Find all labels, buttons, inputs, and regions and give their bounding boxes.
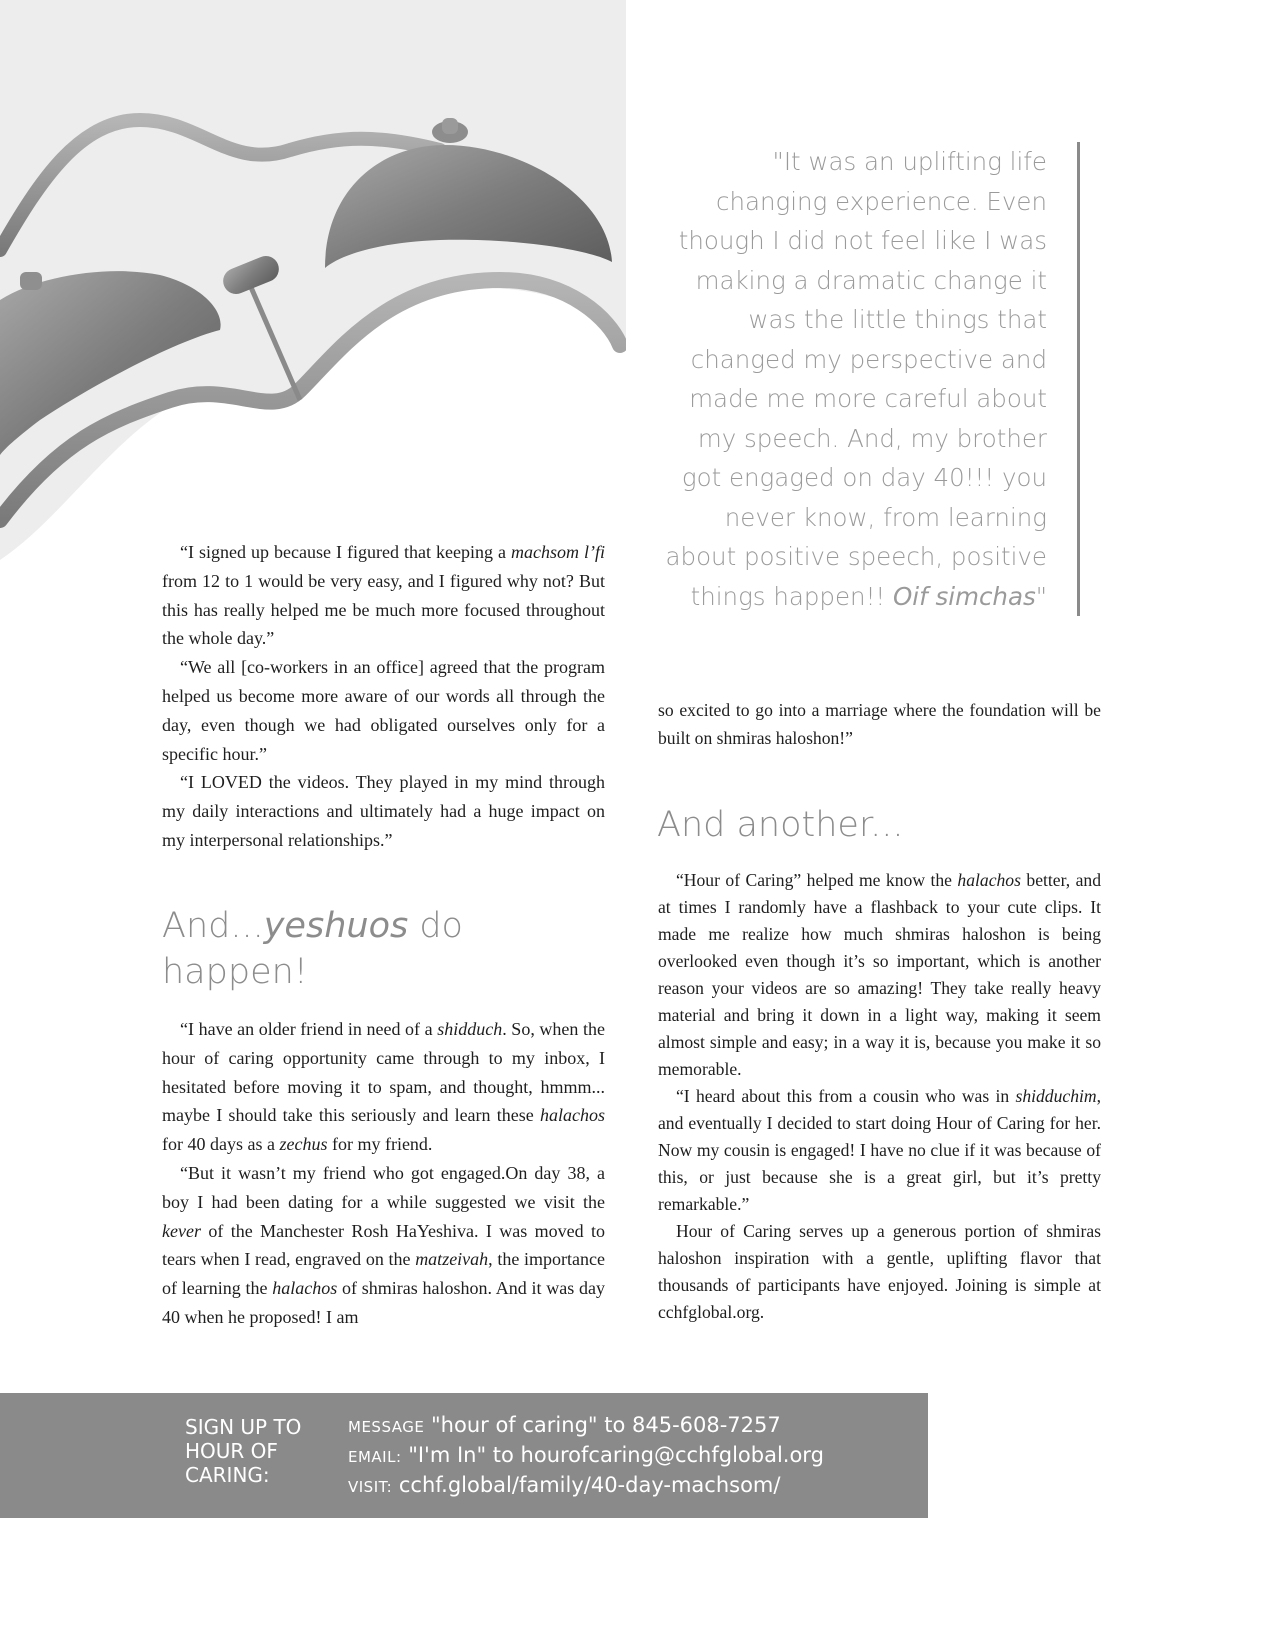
text-run: “Hour of Caring” helped me know the [676, 870, 958, 890]
text-run: better, and at times I randomly have a flashback to your cute clips. It made me realize how much shmiras haloshon is being overlooked even though it’s so important, which is another reason your videos are so amazing! They take really heavy material and bring it down in a light way, making it seem almost simple and easy; in a way it is, because you make it so memorable. [658, 870, 1101, 1079]
italic-run: shidduch [437, 1019, 503, 1039]
left-column-intro [162, 538, 605, 855]
section-heading-another: And another... [657, 805, 904, 845]
text-run: “But it wasn’t my friend who got engaged.On day 38, a boy I had been dating for a while suggested we visit the [162, 1162, 605, 1212]
left-column-story [162, 1015, 605, 1332]
text-run: “I heard about this from a cousin who was in [676, 1086, 1016, 1106]
heading-run: do happen! [162, 906, 463, 992]
text-run: “I signed up because I figured that keeping a [180, 542, 511, 562]
text-run: for 40 days as a [162, 1134, 280, 1155]
message-value: "hour of caring" to 845-608-7257 [424, 1413, 781, 1437]
visit-label: VISIT: [348, 1478, 393, 1496]
italic-run: halachos [540, 1105, 605, 1126]
email-value[interactable]: "I'm In" to hourofcaring@cchfglobal.org [401, 1443, 824, 1467]
text-run: from 12 to 1 would be very easy, and I figured why not? But this has really helped me be much more focused throughout the whole day.” [162, 570, 605, 649]
pull-quote-emphasis: Oif simchas [893, 581, 1036, 611]
testimonial-paragraph [162, 538, 605, 653]
pull-quote-text: "It was an uplifting life changing experience. Even though I did not feel like I was making a dramatic change it was the little things that changed my perspective and made me more careful about my speech. And, my brother got engaged on day 40!!! you never know, from learning about positive speech, positive things happen!! [665, 147, 1047, 611]
text-run: , and eventually I decided to start doing Hour of Caring for her. Now my cousin is engaged! I have no clue if it was because of this, or just because she is a great girl, but it’s pretty remarkable.” [658, 1086, 1101, 1214]
italic-run: halachos [272, 1278, 338, 1299]
text-run: . So, when the hour of caring opportunity came through to my inbox, I hesitated before moving it to spam, and thought, hmmm... maybe I should take this seriously and learn these [162, 1019, 605, 1126]
closing-paragraph: Hour of Caring serves up a generous portion of shmiras haloshon inspiration with a gentle, uplifting flavor that thousands of participants have enjoyed. Joining is simple at cchfglobal.org. [658, 1221, 1101, 1322]
signup-footer-band [0, 1393, 928, 1518]
testimonial-paragraph [658, 1083, 1101, 1218]
testimonial-paragraph: “We all [co-workers in an office] agreed that the program helped us become more aware of our words all through the day, even though we had obligated ourselves only for a specific hour.” [162, 657, 605, 764]
email-label: EMAIL: [348, 1448, 402, 1466]
testimonial-paragraph: “I LOVED the videos. They played in my mind through my daily interactions and ultimately had a huge impact on my interpersonal relationships.” [162, 772, 605, 850]
section-heading-yeshuos [162, 903, 562, 995]
story-paragraph [162, 1015, 605, 1159]
text-run: of shmiras haloshon. And it was day 40 when he proposed! I am [162, 1278, 605, 1327]
visit-link[interactable]: cchf.global/family/40-day-machsom/ [392, 1473, 781, 1497]
story-paragraph [162, 1159, 605, 1332]
message-line [348, 1411, 824, 1441]
message-label: MESSAGE [348, 1418, 425, 1436]
italic-run: shidduchim [1015, 1086, 1097, 1106]
continuation-paragraph: so excited to go into a marriage where the foundation will be built on shmiras haloshon!” [658, 700, 1101, 748]
visit-line[interactable] [348, 1471, 824, 1501]
italic-run: matzeivah [415, 1249, 489, 1270]
text-run: for my friend. [327, 1134, 433, 1155]
email-line[interactable] [348, 1441, 824, 1471]
heading-run: And... [162, 906, 264, 946]
right-column-testimonials [658, 867, 1101, 1326]
heading-italic-run: yeshuos [263, 906, 409, 946]
pull-quote [660, 142, 1080, 616]
text-run: “I have an older friend in need of a [180, 1019, 438, 1039]
italic-run: halachos [957, 870, 1021, 890]
italic-run: machsom l’fi [511, 542, 606, 562]
text-run: of the Manchester Rosh HaYeshiva. I was moved to tears when I read, engraved on the [162, 1220, 605, 1270]
italic-run: kever [162, 1220, 201, 1241]
italic-run: zechus [279, 1134, 328, 1155]
text-run: , the importance of learning the [162, 1249, 605, 1299]
testimonial-paragraph [658, 867, 1101, 1083]
right-column-continuation [658, 697, 1101, 753]
pull-quote-close: " [1035, 581, 1047, 611]
alarm-clock-bells-illustration [0, 0, 626, 560]
signup-title: SIGN UP TO HOUR OF CARING: [185, 1415, 302, 1487]
signup-contact-lines [348, 1411, 824, 1501]
